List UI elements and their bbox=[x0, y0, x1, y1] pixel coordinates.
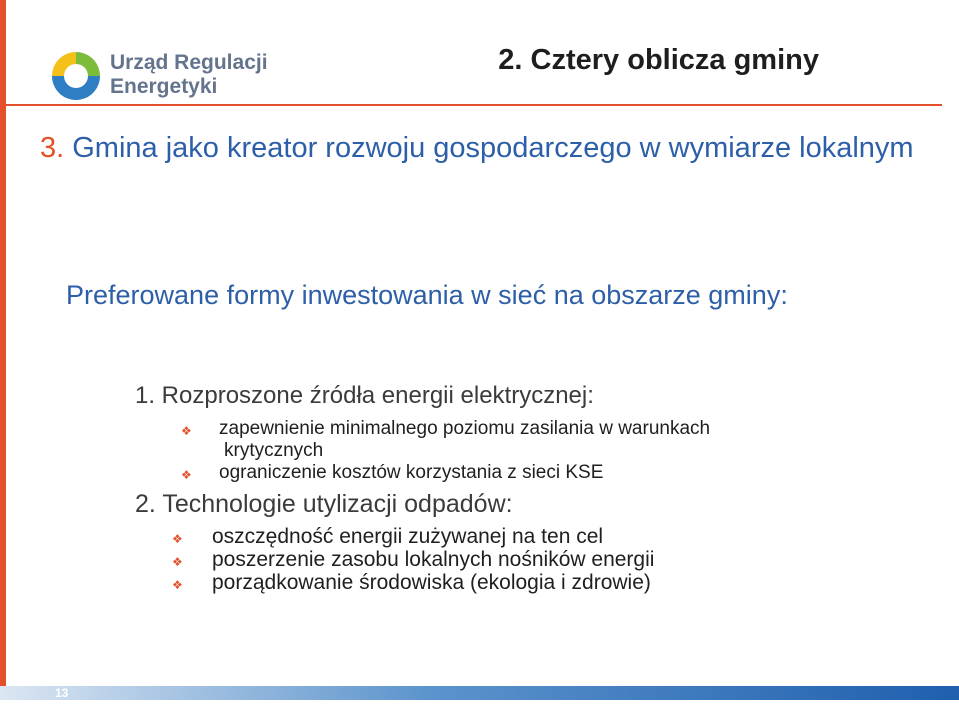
logo-line-1: Urząd Regulacji bbox=[110, 51, 268, 74]
bullet-icon: ❖ bbox=[172, 555, 183, 569]
bullet-icon: ❖ bbox=[172, 578, 183, 592]
ure-logo bbox=[46, 46, 276, 108]
item-1-bullet-1: zapewnienie minimalnego poziomu zasilania w warunkach bbox=[219, 418, 711, 439]
item-2-bullet-2: poszerzenie zasobu lokalnych nośników energii bbox=[212, 548, 655, 571]
item-1-bullet-1-cont: krytycznych bbox=[224, 440, 324, 461]
page-number: 13 bbox=[55, 686, 69, 700]
item-title-1: 1. Rozproszone źródła energii elektrycznej: bbox=[135, 382, 594, 409]
ure-logo-icon bbox=[46, 46, 106, 106]
footer-bar bbox=[0, 686, 959, 700]
left-accent-bar bbox=[0, 0, 6, 686]
item-title-2: 2. Technologie utylizacji odpadów: bbox=[135, 490, 513, 518]
subheading: Preferowane formy inwestowania w sieć na obszarze gminy: bbox=[66, 280, 788, 310]
section-heading-text: Gmina jako kreator rozwoju gospodarczego w wymiarze lokalnym bbox=[64, 132, 914, 164]
item-1-bullet-2: ograniczenie kosztów korzystania z sieci KSE bbox=[219, 462, 604, 483]
item-2-bullet-3: porządkowanie środowiska (ekologia i zdrowie) bbox=[212, 571, 651, 594]
item-2-bullet-1: oszczędność energii zużywanej na ten cel bbox=[212, 525, 604, 548]
bullet-icon: ❖ bbox=[181, 468, 192, 482]
bullet-icon: ❖ bbox=[181, 424, 192, 438]
bullet-icon: ❖ bbox=[172, 532, 183, 546]
logo-line-2: Energetyki bbox=[110, 75, 218, 98]
section-heading bbox=[40, 133, 920, 163]
section-number: 3. bbox=[40, 132, 65, 164]
slide-title: 2. Cztery oblicza gminy bbox=[498, 44, 819, 76]
logo-text bbox=[110, 51, 268, 99]
